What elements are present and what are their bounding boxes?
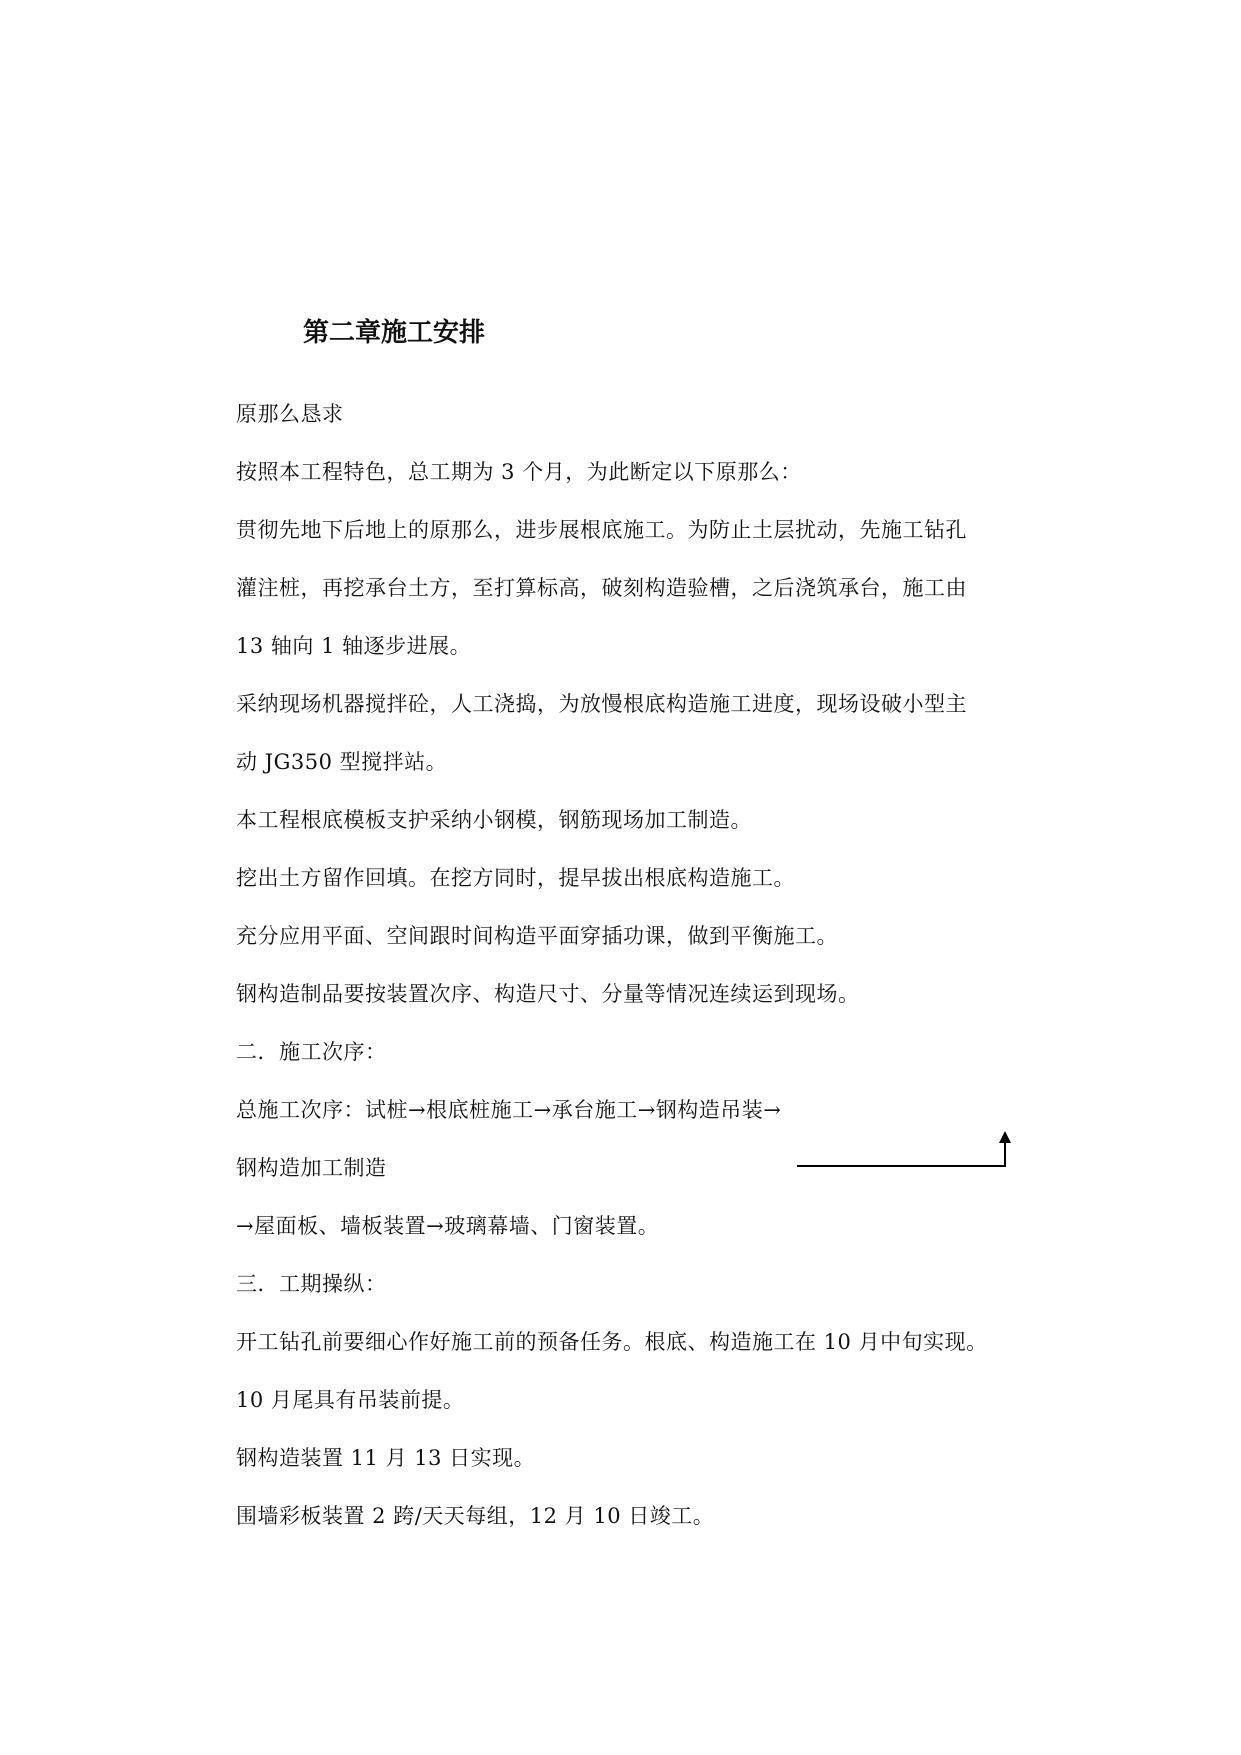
- paragraph-line: 总施工次序：试桩→根底桩施工→承台施工→钢构造吊装→: [236, 1098, 782, 1122]
- paragraph-line: 本工程根底模板支护采纳小钢模，钢筋现场加工制造。: [236, 808, 752, 832]
- paragraph-line: 围墙彩板装置 2 跨/天天每组，12 月 10 日竣工。: [236, 1504, 715, 1528]
- paragraph-line: 贯彻先地下后地上的原那么，进步展根底施工。为防止土层扰动，先施工钻孔: [236, 518, 967, 542]
- paragraph-line: 10 月尾具有吊装前提。: [236, 1388, 465, 1412]
- paragraph-line: 挖出土方留作回填。在挖方同时，提早拔出根底构造施工。: [236, 866, 795, 890]
- paragraph-line: 充分应用平面、空间跟时间构造平面穿插功课，做到平衡施工。: [236, 924, 838, 948]
- paragraph-line: 钢构造装置 11 月 13 日实现。: [236, 1446, 536, 1470]
- paragraph-line: 灌注桩，再挖承台土方，至打算标高，破刻构造验槽，之后浇筑承台，施工由: [236, 576, 967, 600]
- flow-arrow-icon: [795, 1130, 1015, 1170]
- paragraph-line: 钢构造制品要按装置次序、构造尺寸、分量等情况连续运到现场。: [236, 982, 860, 1006]
- section-heading: 三．工期操纵：: [236, 1272, 387, 1296]
- section-heading: 二．施工次序：: [236, 1040, 387, 1064]
- paragraph-line: →屋面板、墙板装置→玻璃幕墙、门窗装置。: [236, 1214, 660, 1238]
- paragraph-line: 按照本工程特色，总工期为 3 个月，为此断定以下原那么：: [236, 460, 802, 484]
- paragraph-line: 开工钻孔前要细心作好施工前的预备任务。根底、构造施工在 10 月中旬实现。: [236, 1330, 988, 1354]
- paragraph-line: 采纳现场机器搅拌砼，人工浇捣，为放慢根底构造施工进度，现场设破小型主: [236, 692, 967, 716]
- paragraph-line: 钢构造加工制造: [236, 1156, 387, 1180]
- chapter-title: 第二章施工安排: [303, 318, 486, 348]
- paragraph-line: 原那么恳求: [236, 402, 344, 426]
- paragraph-line: 13 轴向 1 轴逐步进展。: [236, 634, 472, 658]
- paragraph-line: 动 JG350 型搅拌站。: [236, 750, 448, 774]
